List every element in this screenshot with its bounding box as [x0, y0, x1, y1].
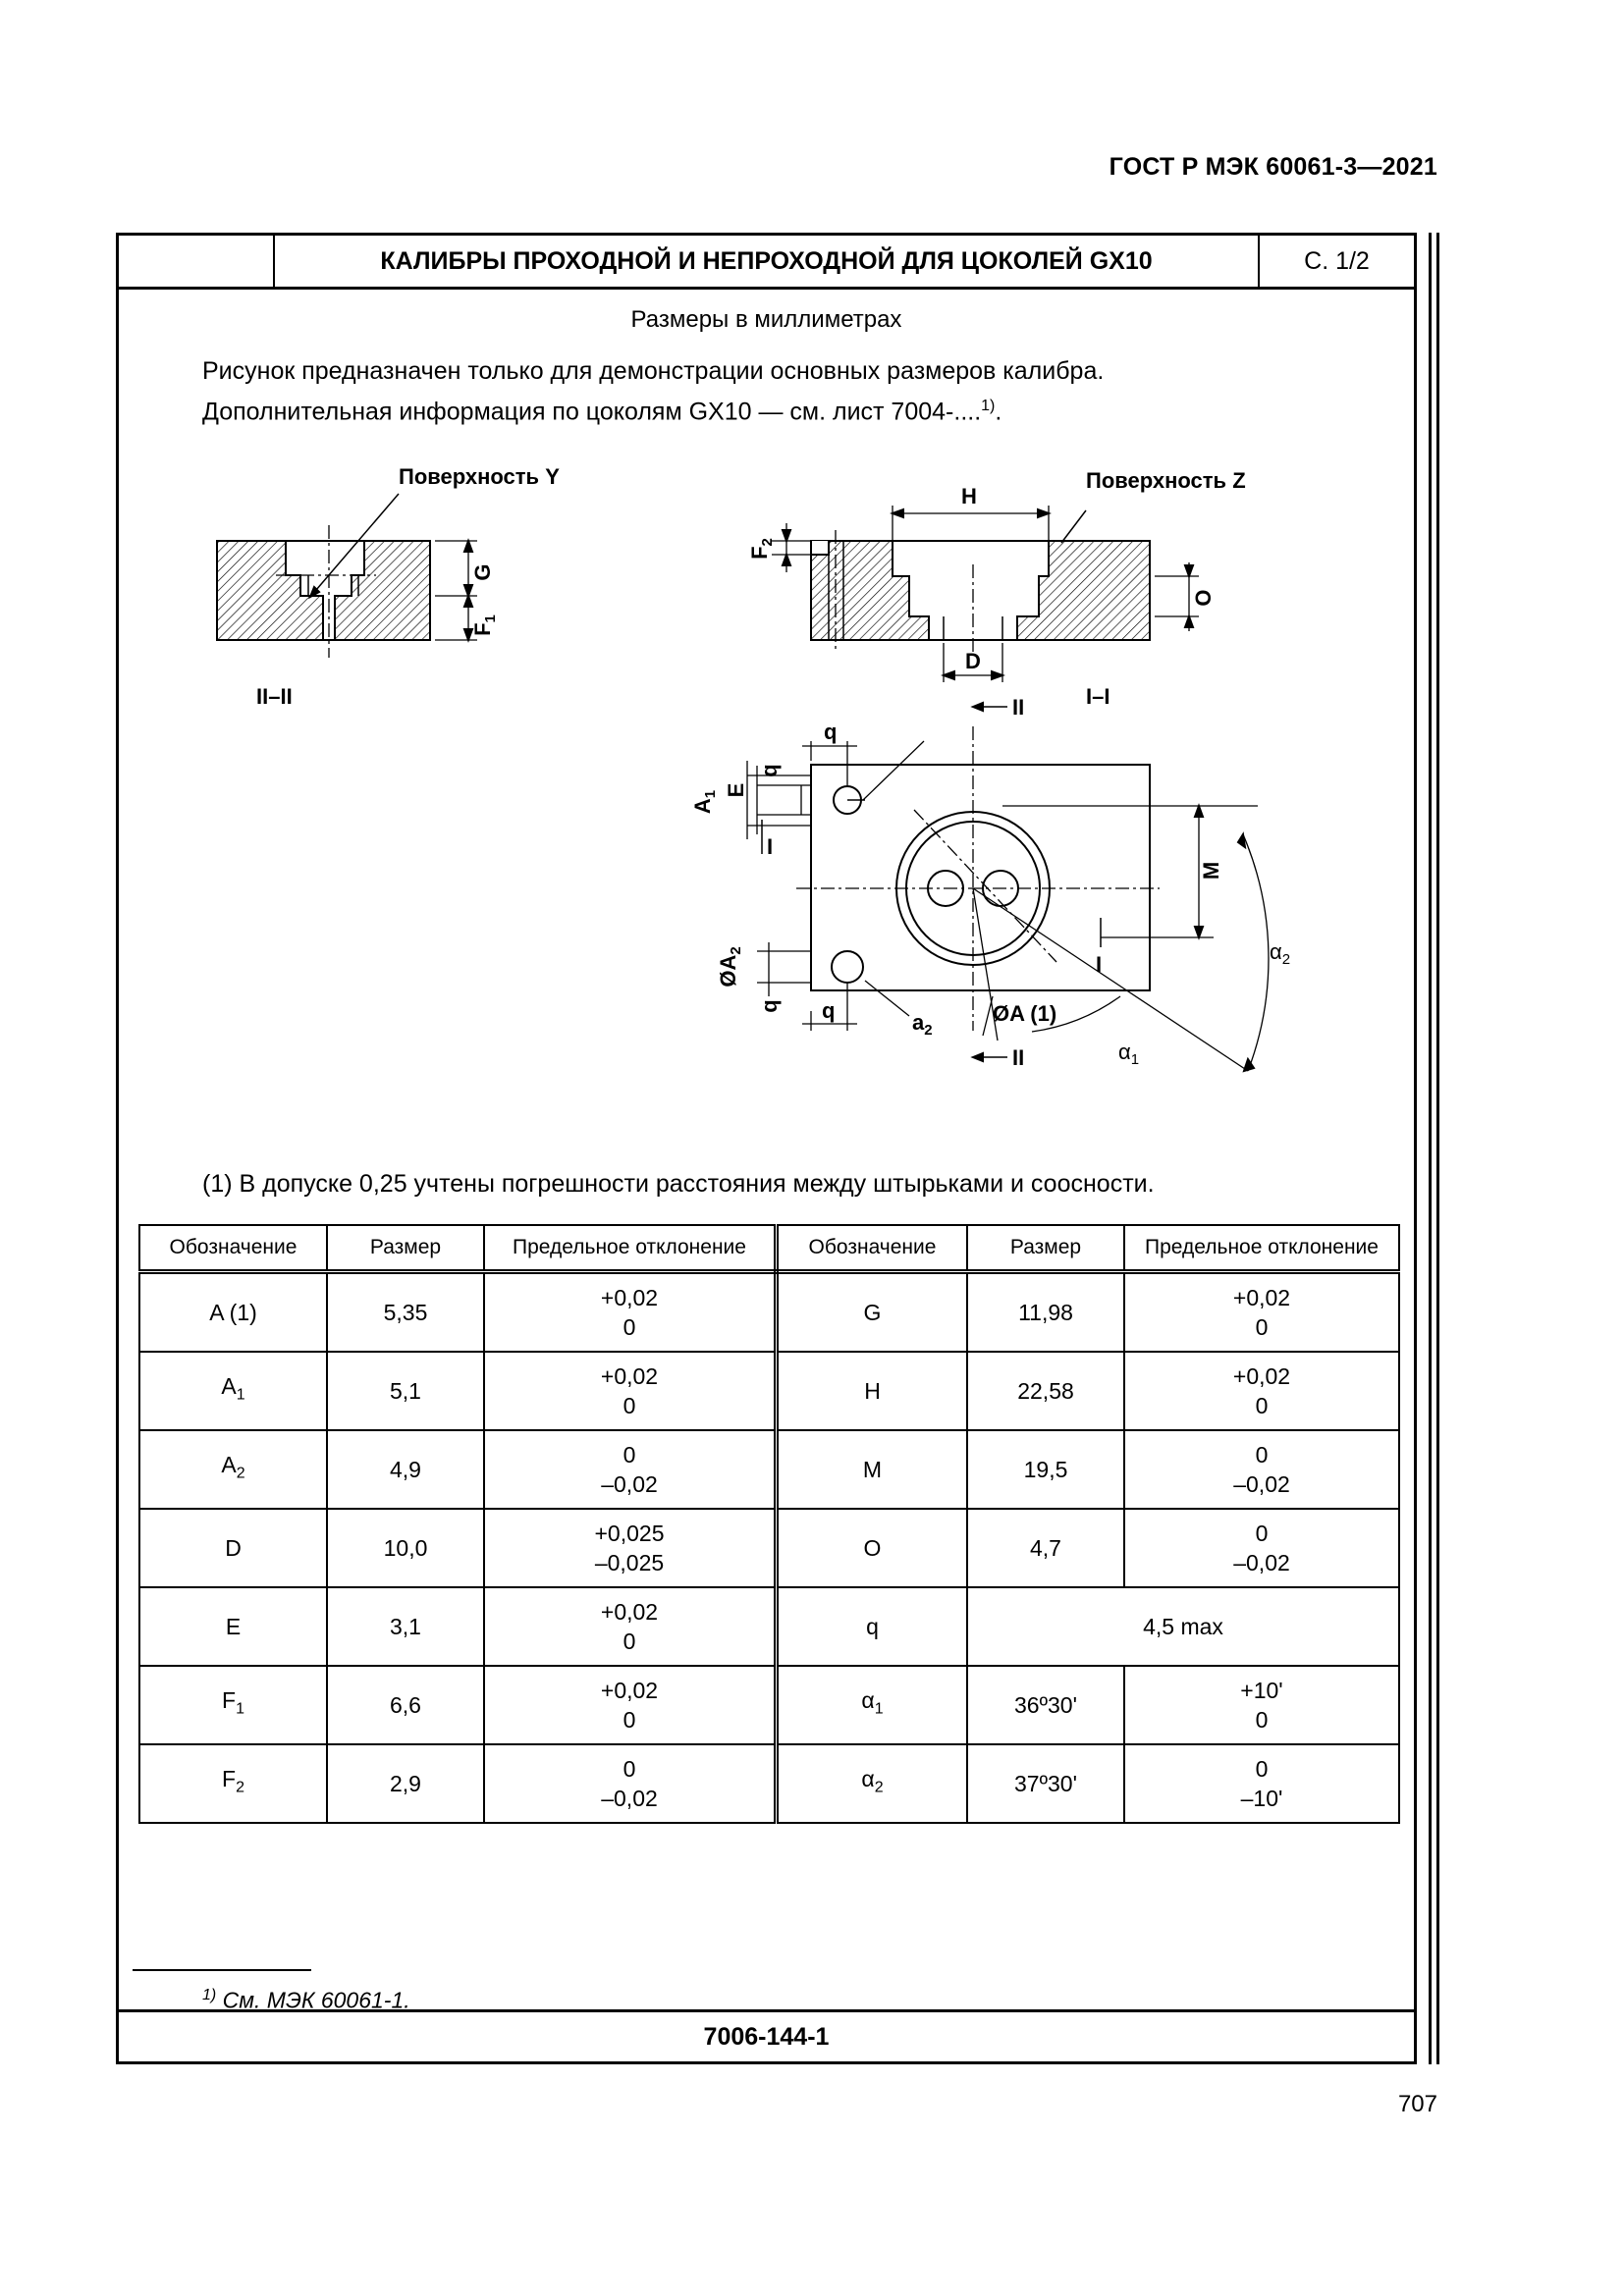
label-alpha1: $\alpha_1$ [1118, 1040, 1140, 1068]
dim-e: E [724, 782, 748, 798]
label-roman-ii-bottom: II [1012, 1045, 1025, 1070]
size-cell: 2,9 [327, 1744, 484, 1823]
tolerance-cell: 0 –0,02 [484, 1744, 777, 1823]
designation-cell: $\alpha_2$ [777, 1744, 968, 1823]
section-ii-ii [217, 494, 477, 658]
dim-d: D [965, 649, 981, 673]
sheet-number: С. 1/2 [1304, 246, 1370, 275]
designation-cell: $\alpha_1$ [777, 1666, 968, 1744]
label-section-2: II–II [256, 684, 293, 709]
tolerance-cell: 0 –10' [1124, 1744, 1399, 1823]
designation-cell: M [777, 1430, 968, 1509]
tolerance-cell: +0,02 0 [1124, 1272, 1399, 1353]
footnote-separator [133, 1969, 311, 1971]
tolerance-cell: 0 –0,02 [1124, 1430, 1399, 1509]
tolerance-cell: +0,02 0 [484, 1587, 777, 1666]
designation-cell: D [139, 1509, 327, 1587]
footnote-ref: 1) [981, 398, 996, 414]
designation-cell: q [777, 1587, 968, 1666]
label-roman-i-right: I [1096, 952, 1103, 977]
tolerance-note: (1) В допуске 0,25 учтены погрешности расстояния между штырьками и соосности. [202, 1170, 1155, 1198]
label-surface-y: Поверхность Y [399, 464, 560, 489]
gauge-drawing [119, 447, 1415, 1173]
col-header-designation-1: Обозначение [139, 1225, 327, 1272]
section-i-i [772, 506, 1199, 682]
dim-q-bottom: q [822, 998, 836, 1023]
col-header-tolerance-1: Предельное отклонение [484, 1225, 777, 1272]
footnote: $^{1)}$ См. МЭК 60061-1. [202, 1987, 410, 2013]
size-cell: 10,0 [327, 1509, 484, 1587]
dim-f2: $F_2$ [747, 538, 776, 560]
designation-cell: G [777, 1272, 968, 1353]
tolerance-cell: +0,02 0 [1124, 1352, 1399, 1430]
tolerance-cell: 0 –0,02 [484, 1430, 777, 1509]
col-header-size-2: Размер [967, 1225, 1124, 1272]
designation-cell: $A_1$ [139, 1352, 327, 1430]
tolerance-cell: +0,02 0 [484, 1272, 777, 1353]
designation-cell: $F_1$ [139, 1666, 327, 1744]
table-row [139, 1430, 1399, 1509]
dim-o: O [1191, 589, 1216, 607]
tolerance-cell: +10' 0 [1124, 1666, 1399, 1744]
tolerance-cell: +0,02 0 [484, 1352, 777, 1430]
dimensions-table [138, 1224, 1400, 1824]
label-roman-ii-top: II [1012, 695, 1025, 720]
size-cell: 3,1 [327, 1587, 484, 1666]
label-a2: $a_2$ [912, 1010, 933, 1039]
intro-line-1: Рисунок предназначен только для демонстрации основных размеров калибра. [202, 357, 1105, 385]
col-header-designation-2: Обозначение [777, 1225, 968, 1272]
dim-diam-a1: ØA (1) [993, 1001, 1057, 1026]
label-roman-i-left: I [767, 834, 774, 859]
table-row [139, 1587, 1399, 1666]
dim-h: H [961, 484, 977, 508]
dim-a1: $A_1$ [690, 789, 719, 815]
size-cell: 4,5 max [967, 1587, 1399, 1666]
size-cell: 4,7 [967, 1509, 1124, 1587]
sheet-frame [116, 233, 1417, 2064]
label-surface-z: Поверхность Z [1086, 468, 1246, 493]
tolerance-cell: +0,02 0 [484, 1666, 777, 1744]
standard-number: ГОСТ Р МЭК 60061-3—2021 [1109, 153, 1437, 181]
header-empty-cell [119, 236, 275, 287]
designation-cell: E [139, 1587, 327, 1666]
sheet-rails [1429, 233, 1439, 2064]
intro-text [202, 353, 1104, 429]
designation-cell: $F_2$ [139, 1744, 327, 1823]
tolerance-cell: +0,025 –0,025 [484, 1509, 777, 1587]
table-body [139, 1272, 1399, 1824]
size-cell: 5,1 [327, 1352, 484, 1430]
designation-cell: H [777, 1352, 968, 1430]
table-header-row [139, 1225, 1399, 1272]
size-cell: 4,9 [327, 1430, 484, 1509]
table-row [139, 1666, 1399, 1744]
size-cell: 19,5 [967, 1430, 1124, 1509]
units-note: Размеры в миллиметрах [630, 306, 902, 333]
dim-diam-a2: $ØA_2$ [716, 946, 744, 988]
dim-f1: $F_1$ [470, 614, 499, 636]
designation-cell: $A_2$ [139, 1430, 327, 1509]
size-cell: 6,6 [327, 1666, 484, 1744]
dim-q-left-bottom: q [757, 999, 782, 1013]
designation-cell: O [777, 1509, 968, 1587]
size-cell: 11,98 [967, 1272, 1124, 1353]
dim-q-top: q [824, 720, 838, 744]
size-cell: 36º30' [967, 1666, 1124, 1744]
dim-m: M [1199, 861, 1223, 881]
page-number: 707 [1397, 2091, 1437, 2117]
col-header-size-1: Размер [327, 1225, 484, 1272]
sheet-title: КАЛИБРЫ ПРОХОДНОЙ И НЕПРОХОДНОЙ ДЛЯ ЦОКОЛЕЙ GX10 [275, 236, 1260, 287]
intro-line-2: Дополнительная информация по цоколям GX10 — см. лист 7004-....$^{1)}$. [202, 398, 1002, 426]
footer-code: 7006-144-1 [119, 2009, 1414, 2061]
table-row [139, 1744, 1399, 1823]
dim-q-left-top: q [757, 764, 782, 777]
table-row [139, 1509, 1399, 1587]
size-cell: 37º30' [967, 1744, 1124, 1823]
table-row [139, 1272, 1399, 1353]
label-alpha2: $\alpha_2$ [1270, 939, 1291, 968]
tolerance-cell: 0 –0,02 [1124, 1509, 1399, 1587]
sheet-header [119, 236, 1414, 290]
designation-cell: A (1) [139, 1272, 327, 1353]
label-section-1: I–I [1086, 684, 1110, 709]
size-cell: 5,35 [327, 1272, 484, 1353]
col-header-tolerance-2: Предельное отклонение [1124, 1225, 1399, 1272]
dim-g: G [470, 563, 495, 581]
size-cell: 22,58 [967, 1352, 1124, 1430]
table-row [139, 1352, 1399, 1430]
